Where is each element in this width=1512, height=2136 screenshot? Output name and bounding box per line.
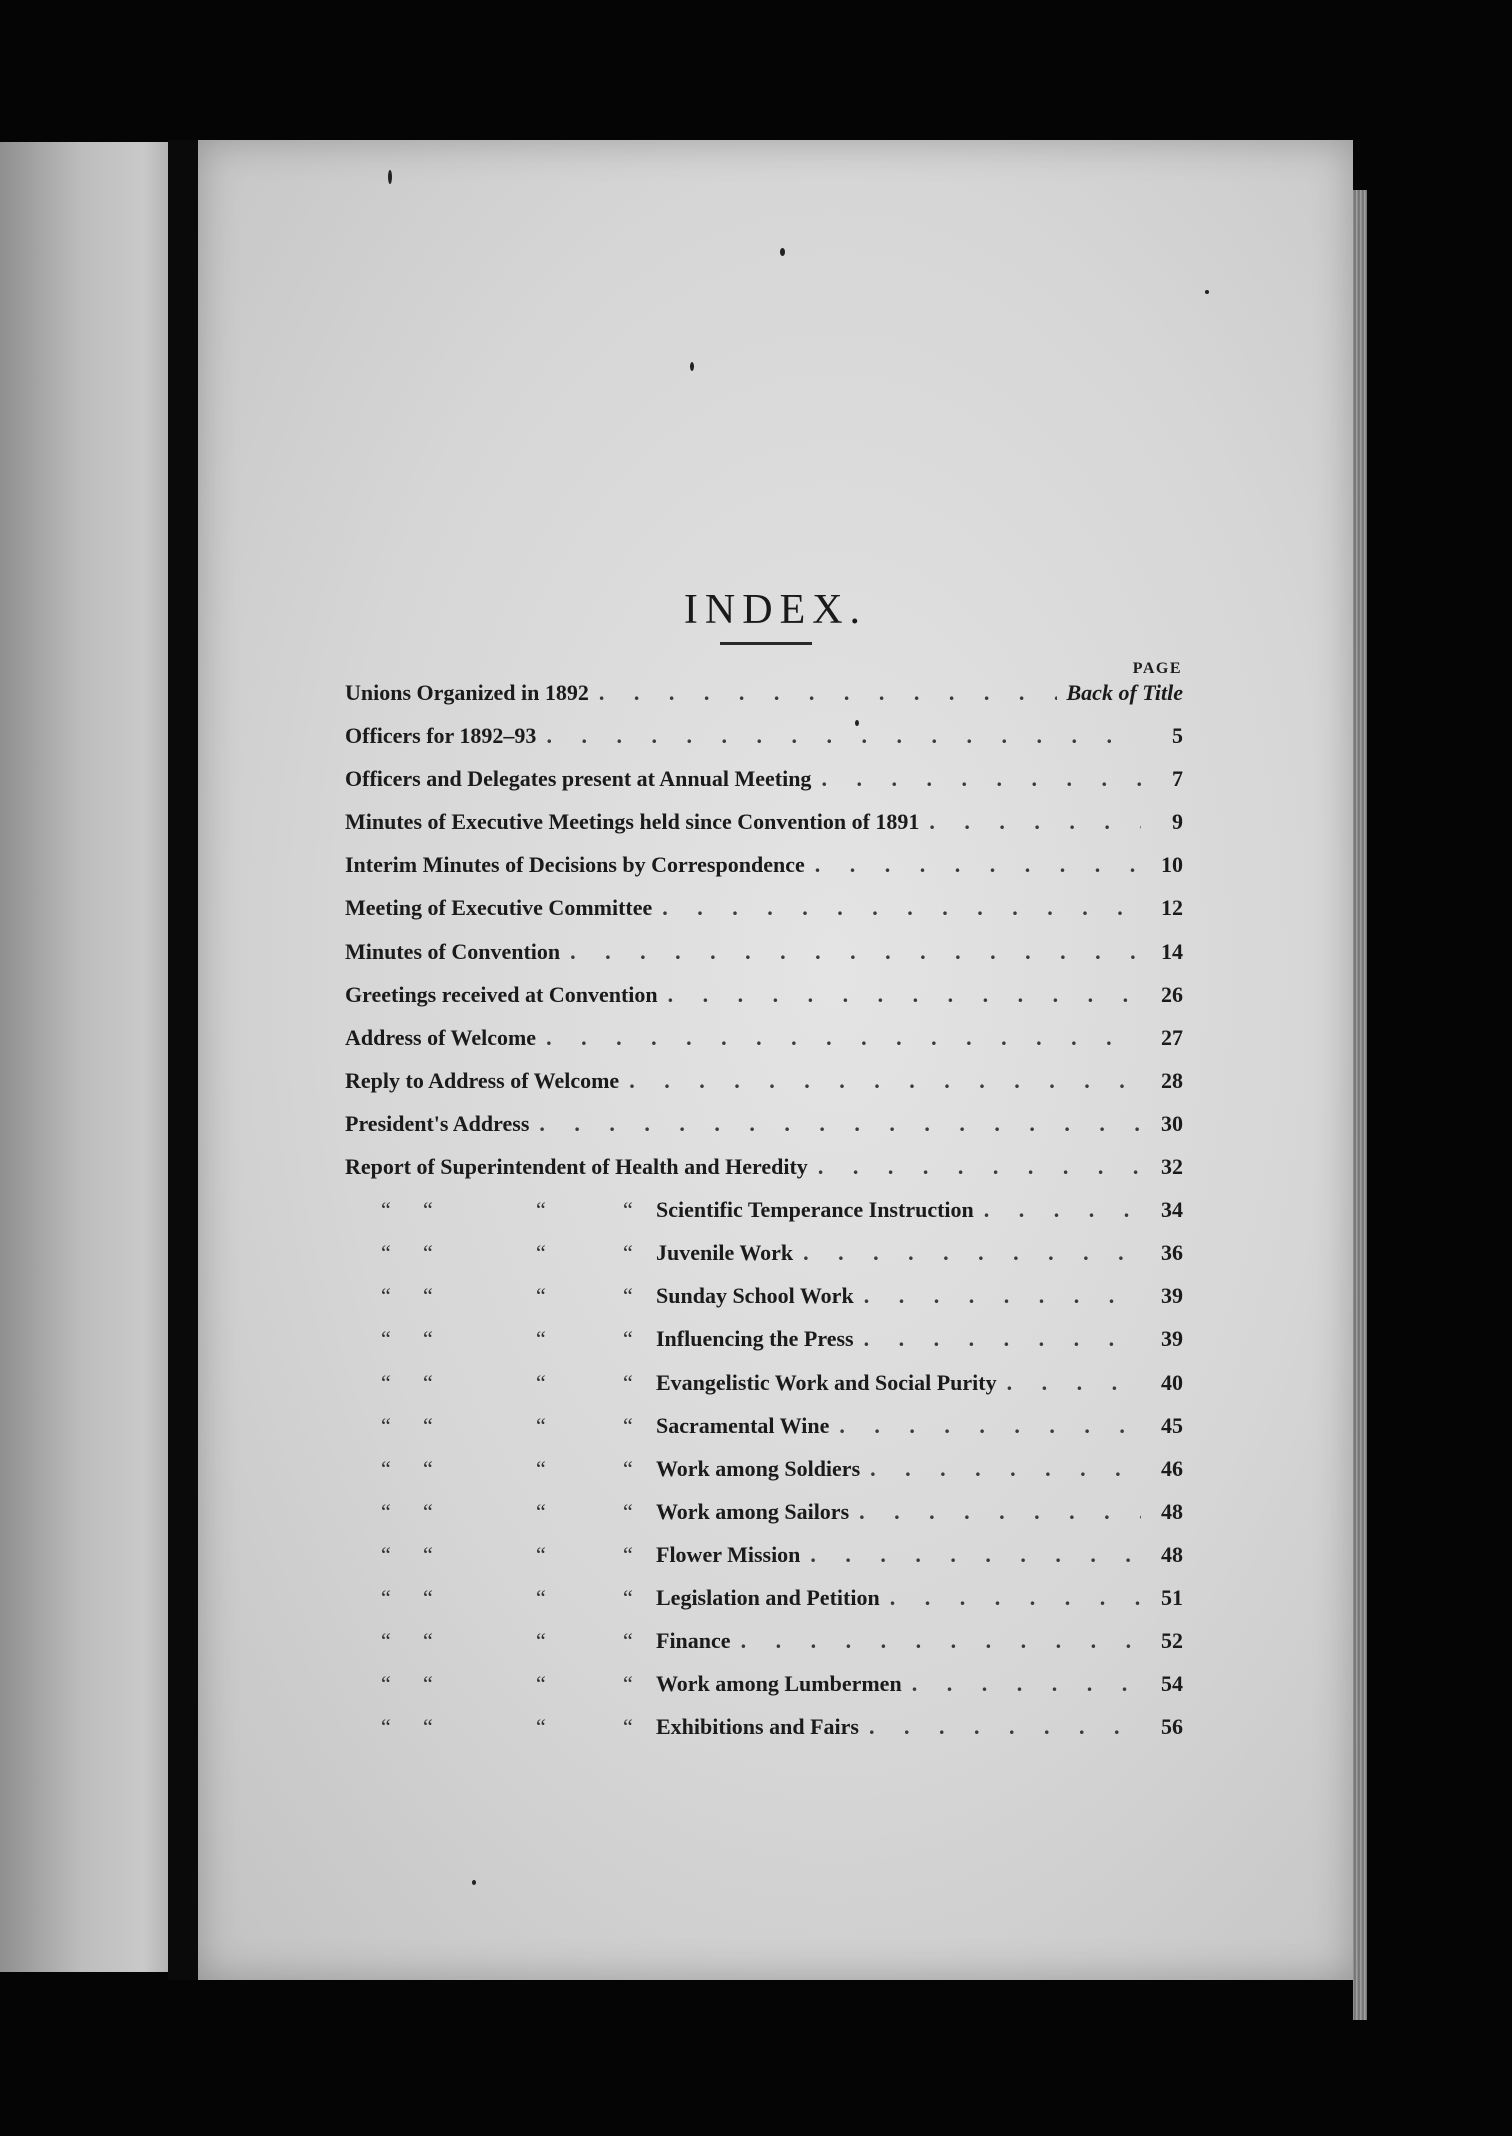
ditto-marks	[345, 1413, 656, 1439]
ditto-marks	[345, 1326, 656, 1352]
speck	[780, 248, 785, 256]
speck	[855, 720, 859, 726]
title-rule	[720, 642, 812, 645]
dot-leader	[570, 939, 1141, 965]
dot-leader	[864, 1283, 1141, 1309]
ditto-mark: “	[623, 1369, 633, 1395]
ditto-mark: “	[623, 1326, 633, 1352]
ditto-marks	[345, 1585, 656, 1611]
ditto-mark: “	[536, 1498, 546, 1524]
index-entry	[345, 1413, 1183, 1456]
entry-title: Minutes of Executive Meetings held since Convention of 1891	[345, 809, 920, 835]
entry-title: Minutes of Convention	[345, 938, 561, 964]
ditto-mark: “	[423, 1412, 433, 1438]
index-entries	[345, 680, 1183, 1757]
dot-leader	[821, 766, 1141, 792]
entry-page-number: 27	[1161, 1024, 1183, 1050]
index-entry	[345, 1585, 1183, 1628]
entry-page-number: 40	[1161, 1369, 1183, 1395]
dot-leader	[815, 852, 1141, 878]
ditto-marks	[345, 1456, 656, 1482]
dot-leader	[929, 809, 1141, 835]
ditto-mark: “	[536, 1584, 546, 1610]
entry-title: Work among Lumbermen	[656, 1671, 902, 1697]
index-entry	[345, 1542, 1183, 1585]
ditto-mark: “	[623, 1671, 633, 1697]
ditto-mark: “	[536, 1671, 546, 1697]
index-entry	[345, 1197, 1183, 1240]
index-entry	[345, 1154, 1183, 1197]
ditto-mark: “	[623, 1498, 633, 1524]
ditto-marks	[345, 1197, 656, 1223]
entry-page-number: 46	[1161, 1455, 1183, 1481]
entry-title: Evangelistic Work and Social Purity	[656, 1369, 997, 1395]
ditto-mark: “	[423, 1541, 433, 1567]
entry-title: Influencing the Press	[656, 1326, 854, 1352]
ditto-mark: “	[423, 1283, 433, 1309]
dot-leader	[546, 1025, 1141, 1051]
dot-leader	[599, 680, 1057, 706]
index-entry	[345, 1283, 1183, 1326]
entry-page-number: 9	[1172, 809, 1183, 835]
dot-leader	[859, 1499, 1141, 1525]
ditto-marks	[345, 1628, 656, 1654]
index-entry	[345, 1025, 1183, 1068]
ditto-mark: “	[536, 1369, 546, 1395]
ditto-mark: “	[381, 1283, 391, 1309]
ditto-mark: “	[536, 1455, 546, 1481]
entry-page-number: 30	[1161, 1110, 1183, 1136]
ditto-mark: “	[381, 1498, 391, 1524]
ditto-mark: “	[623, 1455, 633, 1481]
index-entry	[345, 1714, 1183, 1757]
entry-page-number: 56	[1161, 1714, 1183, 1740]
ditto-mark: “	[381, 1671, 391, 1697]
ditto-mark: “	[381, 1197, 391, 1223]
ditto-mark: “	[381, 1455, 391, 1481]
ditto-mark: “	[423, 1369, 433, 1395]
ditto-marks	[345, 1499, 656, 1525]
entry-page-number: 5	[1172, 723, 1183, 749]
entry-title: Flower Mission	[656, 1541, 801, 1567]
dot-leader	[864, 1326, 1141, 1352]
speck	[690, 362, 694, 371]
index-entry	[345, 1499, 1183, 1542]
ditto-mark: “	[536, 1714, 546, 1740]
ditto-mark: “	[623, 1283, 633, 1309]
ditto-mark: “	[536, 1412, 546, 1438]
index-entry	[345, 680, 1183, 723]
entry-title: Unions Organized in 1892	[345, 680, 589, 705]
index-entry	[345, 1068, 1183, 1111]
ditto-mark: “	[381, 1628, 391, 1654]
index-entry	[345, 852, 1183, 895]
page-edge	[1353, 190, 1367, 2020]
ditto-mark: “	[423, 1455, 433, 1481]
entry-page-number: 48	[1161, 1541, 1183, 1567]
dot-leader	[662, 895, 1141, 921]
entry-title: Scientific Temperance Instruction	[656, 1197, 974, 1223]
ditto-mark: “	[536, 1326, 546, 1352]
entry-title: Reply to Address of Welcome	[345, 1067, 620, 1093]
entry-title: Address of Welcome	[345, 1024, 537, 1050]
entry-title: Officers for 1892–93	[345, 723, 537, 749]
ditto-mark: “	[423, 1628, 433, 1654]
entry-page-number: 51	[1161, 1584, 1183, 1610]
page-column-heading: PAGE	[1132, 660, 1182, 677]
ditto-mark: “	[623, 1412, 633, 1438]
entry-title: Sacramental Wine	[656, 1412, 830, 1438]
entry-title: Work among Soldiers	[656, 1455, 861, 1481]
entry-page-number: 48	[1161, 1498, 1183, 1524]
index-entry	[345, 982, 1183, 1025]
ditto-mark: “	[423, 1714, 433, 1740]
index-entry	[345, 1628, 1183, 1671]
index-entry	[345, 809, 1183, 852]
ditto-mark: “	[623, 1714, 633, 1740]
entry-page-number: 34	[1161, 1197, 1183, 1223]
entry-page-number: 39	[1161, 1326, 1183, 1352]
ditto-mark: “	[536, 1240, 546, 1266]
dot-leader	[818, 1154, 1141, 1180]
index-entry	[345, 939, 1183, 982]
ditto-marks	[345, 1542, 656, 1568]
entry-page-number: 45	[1161, 1412, 1183, 1438]
index-entry	[345, 1111, 1183, 1154]
index-entry	[345, 1671, 1183, 1714]
entry-page-number: 7	[1172, 766, 1183, 792]
ditto-mark: “	[623, 1197, 633, 1223]
entry-page-number: 12	[1161, 895, 1183, 921]
dot-leader	[869, 1714, 1141, 1740]
dot-leader	[668, 982, 1141, 1008]
entry-title: President's Address	[345, 1110, 530, 1136]
facing-page	[0, 142, 180, 1972]
ditto-mark: “	[623, 1584, 633, 1610]
index-entry	[345, 766, 1183, 809]
entry-title: Interim Minutes of Decisions by Correspondence	[345, 852, 805, 878]
dot-leader	[546, 723, 1141, 749]
entry-title: Juvenile Work	[656, 1240, 794, 1266]
book-gutter	[168, 140, 198, 1980]
ditto-marks	[345, 1240, 656, 1266]
entry-title: Exhibitions and Fairs	[656, 1714, 859, 1740]
entry-page-number: 28	[1161, 1067, 1183, 1093]
speck	[388, 170, 392, 184]
ditto-mark: “	[536, 1283, 546, 1309]
entry-title: Legislation and Petition	[656, 1584, 880, 1610]
speck	[1205, 290, 1209, 294]
dot-leader	[912, 1671, 1141, 1697]
entry-page-number: 54	[1161, 1671, 1183, 1697]
entry-page-number: 10	[1161, 852, 1183, 878]
ditto-mark: “	[536, 1628, 546, 1654]
entry-page-number: Back of Title	[1066, 680, 1183, 705]
entry-page-number: 14	[1161, 938, 1183, 964]
ditto-marks	[345, 1370, 656, 1396]
ditto-mark: “	[381, 1412, 391, 1438]
entry-page-number: 26	[1161, 981, 1183, 1007]
entry-title: Greetings received at Convention	[345, 981, 658, 1007]
index-entry	[345, 723, 1183, 766]
dot-leader	[839, 1413, 1141, 1439]
ditto-mark: “	[381, 1369, 391, 1395]
entry-title: Work among Sailors	[656, 1498, 850, 1524]
entry-title: Report of Superintendent of Health and Heredity	[345, 1154, 808, 1180]
entry-title: Finance	[656, 1628, 731, 1654]
entry-title: Meeting of Executive Committee	[345, 895, 653, 921]
index-entry	[345, 1456, 1183, 1499]
ditto-mark: “	[423, 1240, 433, 1266]
ditto-mark: “	[423, 1326, 433, 1352]
ditto-mark: “	[381, 1714, 391, 1740]
entry-page-number: 39	[1161, 1283, 1183, 1309]
dot-leader	[629, 1068, 1141, 1094]
ditto-mark: “	[423, 1671, 433, 1697]
dot-leader	[890, 1585, 1141, 1611]
index-entry	[345, 895, 1183, 938]
entry-page-number: 52	[1161, 1628, 1183, 1654]
entry-page-number: 32	[1161, 1154, 1183, 1180]
ditto-marks	[345, 1671, 656, 1697]
ditto-marks	[345, 1714, 656, 1740]
index-entry	[345, 1370, 1183, 1413]
ditto-mark: “	[623, 1628, 633, 1654]
dot-leader	[870, 1456, 1141, 1482]
ditto-mark: “	[423, 1197, 433, 1223]
dot-leader	[984, 1197, 1141, 1223]
dot-leader	[539, 1111, 1141, 1137]
ditto-mark: “	[381, 1240, 391, 1266]
entry-page-number: 36	[1161, 1240, 1183, 1266]
ditto-mark: “	[381, 1326, 391, 1352]
ditto-mark: “	[623, 1541, 633, 1567]
page-title: INDEX.	[683, 587, 868, 634]
dot-leader	[1007, 1370, 1141, 1396]
dot-leader	[803, 1240, 1141, 1266]
entry-title: Officers and Delegates present at Annual Meeting	[345, 766, 812, 792]
ditto-marks	[345, 1283, 656, 1309]
ditto-mark: “	[536, 1197, 546, 1223]
speck	[472, 1880, 476, 1885]
dot-leader	[810, 1542, 1141, 1568]
ditto-mark: “	[381, 1584, 391, 1610]
ditto-mark: “	[381, 1541, 391, 1567]
ditto-mark: “	[623, 1240, 633, 1266]
index-entry	[345, 1326, 1183, 1369]
dot-leader	[741, 1628, 1141, 1654]
entry-title: Sunday School Work	[656, 1283, 854, 1309]
index-entry	[345, 1240, 1183, 1283]
ditto-mark: “	[536, 1541, 546, 1567]
ditto-mark: “	[423, 1498, 433, 1524]
ditto-mark: “	[423, 1584, 433, 1610]
